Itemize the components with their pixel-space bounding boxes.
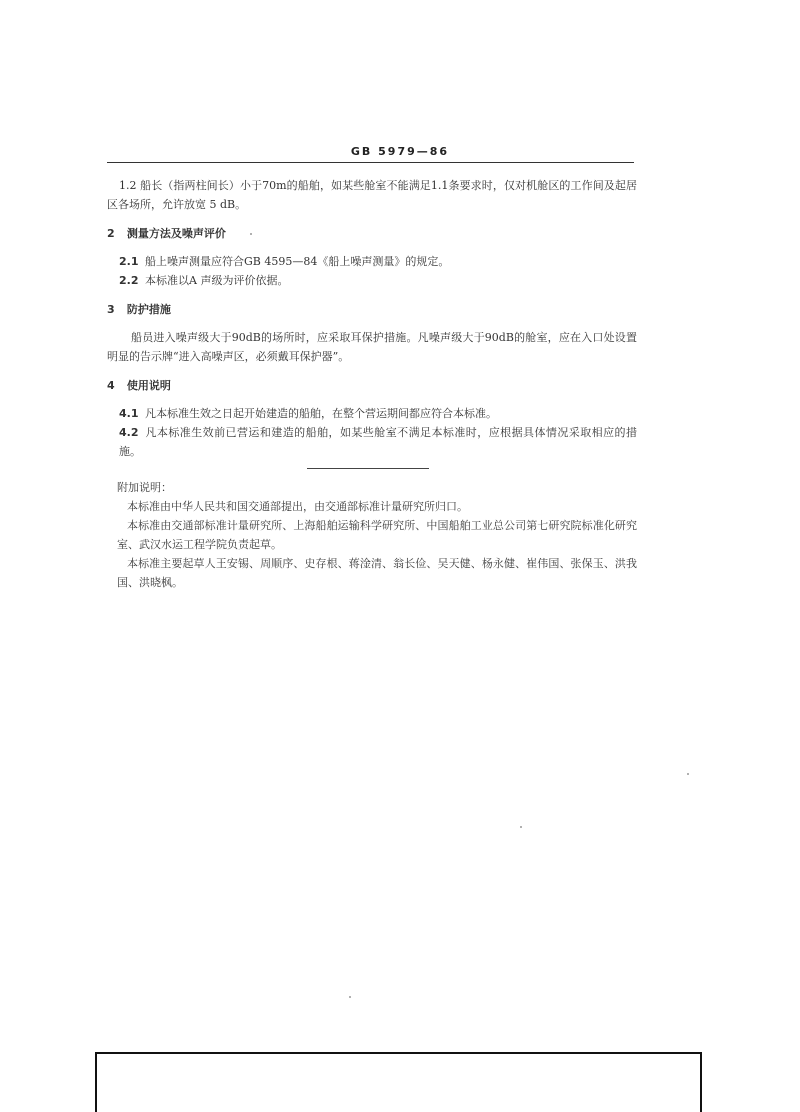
section-number: 2 (107, 227, 115, 240)
clause-number: 2.2 (119, 274, 139, 287)
clause-text: 凡本标准生效之日起开始建造的船舶，在整个营运期间都应符合本标准。 (145, 407, 497, 420)
clause-text: 本标准以A 声级为评价依据。 (145, 274, 289, 287)
scan-speck (687, 773, 689, 775)
section-number: 3 (107, 303, 115, 316)
appendix-paragraph: 本标准主要起草人王安锡、周顺序、史存根、蒋淦清、翁长俭、吴天健、杨永健、崔伟国、张保玉、洪我国、洪晓枫。 (117, 557, 637, 589)
section-title: 测量方法及噪声评价 (126, 227, 226, 240)
header-rule (107, 162, 634, 163)
document-body (107, 176, 637, 461)
clause-1-2 (107, 176, 637, 214)
scan-speck (349, 996, 351, 998)
clause-number: 1.2 (119, 179, 137, 192)
clause-number: 2.1 (119, 255, 139, 268)
appendix-divider (307, 468, 429, 469)
clause-2-1 (107, 252, 637, 271)
clause-text: 船上噪声测量应符合GB 4595—84《船上噪声测量》的规定。 (145, 255, 450, 268)
clause-2-2 (107, 271, 637, 290)
section-3-heading (107, 300, 637, 319)
clause-number: 4.1 (119, 407, 139, 420)
appendix-notes (117, 478, 637, 592)
clause-4-2 (107, 423, 637, 461)
scan-speck (250, 233, 252, 235)
clause-text: 船长（指两柱间长）小于70m的船舶，如某些舱室不能满足1.1条要求时，仅对机舱区的工作间及起居区各场所，允许放宽 5 dB。 (107, 179, 637, 211)
section-title: 使用说明 (126, 379, 171, 392)
appendix-paragraph: 本标准由中华人民共和国交通部提出，由交通部标准计量研究所归口。 (127, 500, 468, 513)
section-number: 4 (107, 379, 115, 392)
standard-code: GB 5979—86 (350, 145, 450, 158)
clause-number: 4.2 (119, 426, 139, 439)
bottom-frame (95, 1052, 702, 1112)
appendix-title: 附加说明： (117, 481, 172, 494)
section-4-heading (107, 376, 637, 395)
clause-text: 凡本标准生效前已营运和建造的船舶，如某些舱室不满足本标准时，应根据具体情况采取相应的措施。 (119, 426, 637, 458)
section-3-body: 船员进入噪声级大于90dB的场所时，应采取耳保护措施。凡噪声级大于90dB的舱室，应在入口处设置明显的告示牌“进入高噪声区，必须戴耳保护器”。 (107, 331, 637, 363)
section-2-heading (107, 224, 637, 243)
clause-4-1 (107, 404, 637, 423)
scan-speck (520, 826, 522, 828)
section-title: 防护措施 (126, 303, 171, 316)
appendix-paragraph: 本标准由交通部标准计量研究所、上海船舶运输科学研究所、中国船舶工业总公司第七研究院标准化研究室、武汉水运工程学院负责起草。 (117, 519, 637, 551)
